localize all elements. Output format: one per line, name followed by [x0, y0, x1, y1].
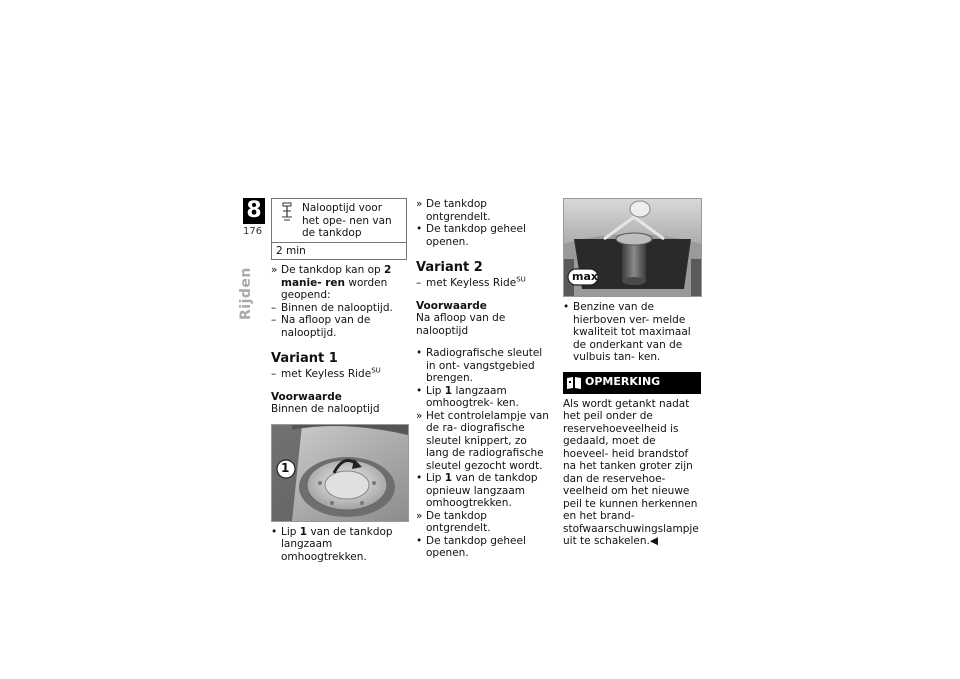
bullet-marker: • [563, 301, 570, 313]
dash-marker: – [416, 277, 422, 289]
chapter-number: 8 [243, 198, 265, 224]
dash-text: Na afloop van de nalooptijd. [281, 314, 371, 339]
bullet-text-2: van de tankdop langzaam omhoogtrekken. [281, 525, 393, 563]
info-book-icon [563, 372, 585, 394]
step-1 [271, 264, 407, 302]
bullet-text: Lip [426, 472, 442, 484]
variant-2-requirement [416, 277, 552, 290]
dash-marker: – [271, 314, 277, 326]
note-text-block [563, 398, 701, 548]
variant-2-title: Variant 2 [416, 260, 483, 275]
dash-text: Binnen de nalooptijd. [281, 301, 393, 314]
box-text: Nalooptijd voor het ope- nen van de tankdop [302, 202, 392, 239]
superscript: SU [371, 366, 381, 375]
bullet-marker: • [416, 384, 423, 397]
prerequisite-title: Voorwaarde [416, 299, 487, 312]
bullet-open [416, 223, 552, 248]
arrow-marker: » [416, 409, 423, 422]
step-indicator [416, 410, 552, 473]
bullet-marker: • [416, 534, 423, 547]
arrow-marker: » [271, 264, 278, 276]
bullet-text-2: van de tankdop opnieuw langzaam omhoogtrekken. [426, 472, 538, 509]
step-text: De tankdop ontgrendelt. [426, 509, 491, 534]
bullet-text: Benzine van de hierboven ver- melde kwaliteit tot maximaal de onderkant van de vulbuis tan- ken. [573, 301, 691, 363]
bullet-marker: • [271, 525, 278, 538]
chapter-title: Rijden [238, 267, 254, 320]
dash-marker: – [271, 301, 277, 314]
bullet-key [416, 347, 552, 385]
prerequisite-text: Binnen de nalooptijd [271, 403, 380, 415]
dash-item-1 [271, 302, 407, 315]
bullet-item [271, 526, 407, 564]
figure-label-max: max [572, 270, 598, 283]
superscript: SU [516, 275, 526, 284]
prerequisite-text: Na afloop van de nalooptijd [416, 312, 506, 337]
variant-1-requirement [271, 368, 407, 381]
bullet-marker: • [416, 223, 423, 235]
arrow-marker: » [416, 509, 423, 522]
time-box [271, 198, 407, 260]
figure-callout: 1 [281, 460, 290, 475]
step-text: Het controlelampje van de ra- diografische sleutel knippert, zo lang de radiografische sleutel gezocht wordt. [426, 409, 549, 472]
bullet-open-2 [416, 535, 552, 560]
note-title: OPMERKING [585, 375, 661, 389]
step-text-2: worden geopend: [281, 276, 388, 301]
page-number: 176 [243, 226, 263, 237]
bullet-fuel [563, 301, 701, 364]
variant-1-title: Variant 1 [271, 351, 338, 366]
step-unlock [416, 198, 552, 223]
note-text: Als wordt getankt nadat het peil onder de reservehoeveelheid is gedaald, moet de hoeveel- heid brandstof na het tanken groter zijn dan de reservehoe- veelheid om het nieuwe peil te kunnen herkennen en het brand- stofwaarschuwingslampje uit te schakelen. [563, 397, 699, 547]
timer-icon [280, 202, 302, 240]
bullet-bold: 1 [444, 472, 453, 484]
tank-cap-photo [271, 424, 409, 522]
bullet-flap-again [416, 472, 552, 510]
box-time: 2 min [272, 242, 406, 260]
bullet-bold: 1 [444, 384, 453, 397]
bullet-marker: • [416, 472, 423, 484]
requirement-text: met Keyless Ride [426, 277, 517, 289]
step-bold: 2 manie- ren [281, 264, 392, 289]
dash-item-2 [271, 314, 407, 339]
step-text: De tankdop ontgrendelt. [426, 198, 491, 223]
prerequisite-title: Voorwaarde [271, 390, 342, 403]
requirement-text: met Keyless Ride [281, 368, 372, 380]
arrow-marker: » [416, 198, 423, 210]
bullet-text: Lip [281, 525, 297, 538]
step-unlock-2 [416, 510, 552, 535]
step-text: De tankdop kan op [281, 264, 381, 276]
note-header [563, 372, 701, 394]
bullet-marker: • [416, 347, 423, 359]
filler-neck-photo [563, 198, 702, 297]
column-2 [416, 198, 552, 560]
bullet-text-2: langzaam omhoogtrek- ken. [426, 384, 519, 409]
end-marker: ◀ [649, 535, 658, 547]
bullet-text: Lip [426, 384, 442, 397]
bullet-bold: 1 [299, 525, 308, 538]
column-1 [271, 198, 407, 563]
bullet-text: Radiografische sleutel in ont- vangstgebied brengen. [426, 347, 543, 384]
column-3 [563, 198, 701, 548]
bullet-flap [416, 385, 552, 410]
bullet-text: De tankdop geheel openen. [426, 223, 526, 248]
bullet-text: De tankdop geheel openen. [426, 534, 526, 559]
dash-marker: – [271, 368, 277, 380]
